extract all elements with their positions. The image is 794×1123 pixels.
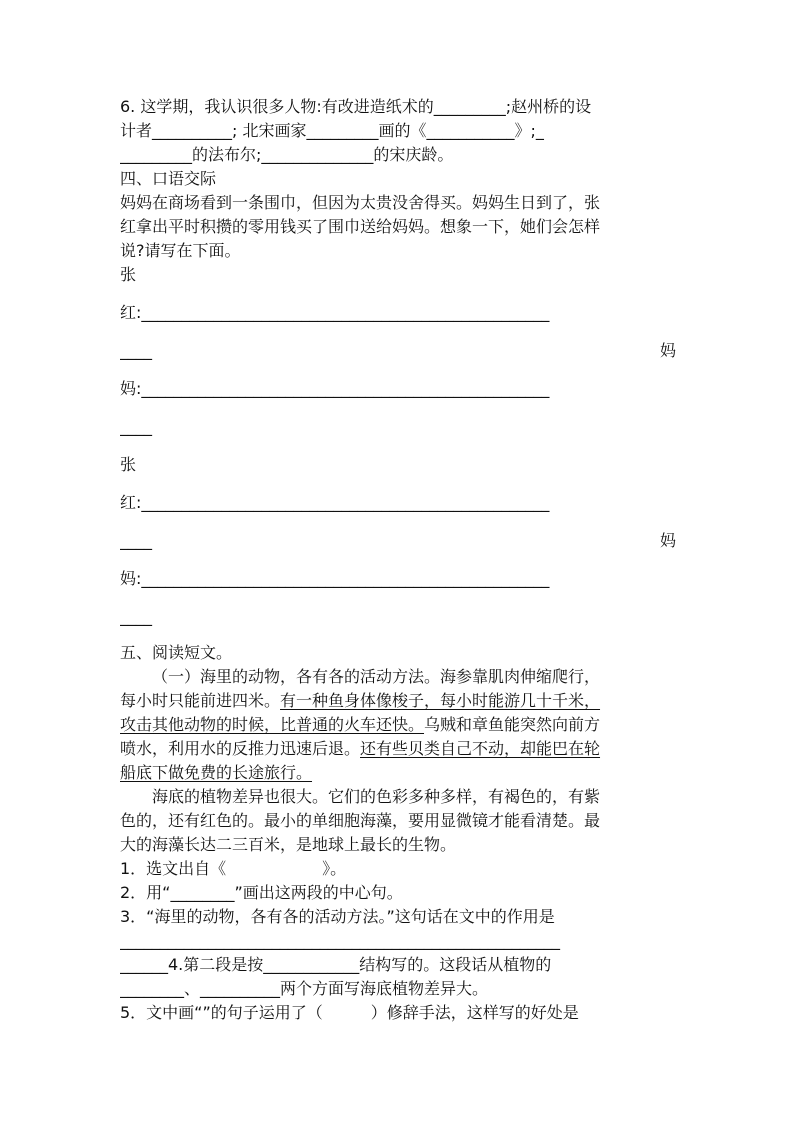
answer-tail-row-3 bbox=[120, 529, 676, 553]
speaker-ma-2b-answer[interactable]: 妈:___________________________________________________ bbox=[120, 569, 550, 588]
passage-1-line-3-underlined: 攻击其他动物的时候，比普通的火车还快。 bbox=[120, 715, 425, 734]
passage-2-line-2: 色的，还有红色的。最小的单细胞海藻，要用显微镜才能看清楚。最 bbox=[120, 811, 601, 830]
passage-1-line-1: （一）海里的动物，各有各的活动方法。海参靠肌肉伸缩爬行， bbox=[152, 667, 601, 686]
section-4-title: 四、口语交际 bbox=[120, 169, 217, 188]
question-2: 2．用“________”画出这两段的中心句。 bbox=[120, 883, 403, 902]
question-4-line-b: ________、__________两个方面写海底植物差异大。 bbox=[120, 979, 489, 998]
passage-1-line-2-underlined: 有一种鱼身体像梭子，每小时能游几十千米， bbox=[280, 691, 601, 710]
section-4-prompt-1: 妈妈在商场看到一条围巾，但因为太贵没舍得买。妈妈生日到了，张 bbox=[120, 193, 601, 212]
answer-tail-3[interactable]: ____ bbox=[120, 531, 152, 550]
answer-tail-2[interactable]: ____ bbox=[120, 417, 152, 436]
passage-1-line-4-underlined: 还有些贝类自己不动，却能巴在轮 bbox=[360, 739, 601, 758]
passage-1-line-4-plain: 喷水，利用水的反推力迅速后退。 bbox=[120, 739, 361, 758]
answer-tail-4[interactable]: ____ bbox=[120, 607, 152, 626]
q6-line-2: 计者__________; 北宋画家_________画的《___________》;_ bbox=[120, 121, 544, 140]
speaker-zhang-1b-answer[interactable]: 红:___________________________________________________ bbox=[120, 303, 550, 322]
speaker-zhang-1a: 张 bbox=[120, 265, 137, 284]
section-4-prompt-2: 红拿出平时积攒的零用钱买了围巾送给妈妈。想象一下，她们会怎样 bbox=[120, 217, 601, 236]
passage-1-line-3-plain: 乌贼和章鱼能突然向前方 bbox=[424, 715, 601, 734]
passage-1-line-3 bbox=[120, 713, 676, 737]
speaker-ma-1a: 妈 bbox=[659, 341, 676, 360]
question-4-line-a: ______4.第二段是按____________结构写的。这段话从植物的 bbox=[120, 955, 552, 974]
passage-1-line-5-underlined: 船底下做免费的长途旅行。 bbox=[120, 763, 313, 782]
section-4-prompt-3: 说?请写在下面。 bbox=[120, 241, 241, 260]
answer-tail-row-1 bbox=[120, 339, 676, 363]
q6-line-3: _________的法布尔;______________的宋庆龄。 bbox=[120, 145, 454, 164]
question-5: 5．文中画“”的句子运用了（ ）修辞手法，这样写的好处是 bbox=[120, 1003, 579, 1022]
speaker-zhang-2b-answer[interactable]: 红:___________________________________________________ bbox=[120, 493, 550, 512]
passage-1-line-4 bbox=[120, 737, 676, 761]
question-1: 1．选文出自《 》。 bbox=[120, 859, 347, 878]
section-5-title: 五、阅读短文。 bbox=[120, 643, 233, 662]
passage-1-line-2-plain: 每小时只能前进四米。 bbox=[120, 691, 281, 710]
speaker-ma-1b-answer[interactable]: 妈:___________________________________________________ bbox=[120, 379, 550, 398]
passage-1-line-2 bbox=[120, 689, 676, 713]
question-3-answer[interactable]: _______________________________________________________ bbox=[120, 931, 560, 950]
answer-tail-1[interactable]: ____ bbox=[120, 341, 152, 360]
question-3: 3．“海里的动物，各有各的活动方法。”这句话在文中的作用是 bbox=[120, 907, 555, 926]
q6-line-1: 6. 这学期，我认识很多人物:有改进造纸术的_________;赵州桥的设 bbox=[120, 97, 592, 116]
passage-2-line-3: 大的海藻长达二三百米，是地球上最长的生物。 bbox=[120, 835, 457, 854]
passage-1-line-5 bbox=[120, 761, 676, 785]
worksheet-page bbox=[120, 95, 676, 1025]
passage-2-line-1: 海底的植物差异也很大。它们的色彩多种多样，有褐色的，有紫 bbox=[152, 787, 601, 806]
speaker-zhang-2a: 张 bbox=[120, 455, 137, 474]
speaker-ma-2a: 妈 bbox=[659, 531, 676, 550]
